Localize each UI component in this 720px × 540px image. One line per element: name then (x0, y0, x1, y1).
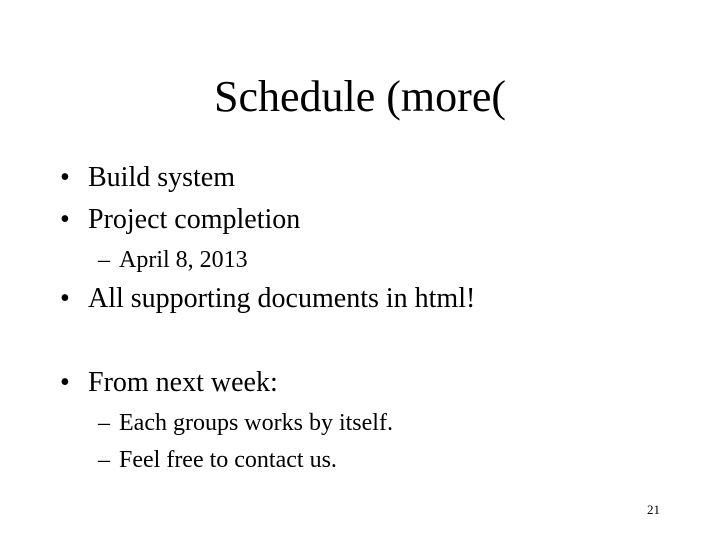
sub-item-contact-us (0, 446, 720, 474)
sub-item-text: Feel free to contact us. (119, 447, 337, 473)
bullet-item-project-completion (0, 204, 720, 236)
bullet-item-build-system (0, 162, 720, 194)
sub-item-text: April 8, 2013 (119, 247, 248, 273)
bullet-text: Project completion (88, 204, 301, 235)
bullet-text: Build system (88, 162, 236, 193)
sub-item-each-group (0, 409, 720, 437)
bullet-item-from-next-week (0, 367, 720, 399)
slide-title: Schedule (more( (214, 72, 506, 121)
bullet-icon: • (60, 283, 70, 314)
dash-icon: – (98, 410, 110, 436)
bullet-icon: • (60, 204, 70, 235)
page-number: 21 (647, 502, 660, 517)
dash-icon: – (98, 247, 110, 273)
bullet-icon: • (60, 162, 70, 193)
sub-item-text: Each groups works by itself. (119, 410, 393, 436)
dash-icon: – (98, 447, 110, 473)
bullet-text: From next week: (88, 367, 278, 398)
bullet-icon: • (60, 367, 70, 398)
sub-item-april-date (0, 246, 720, 274)
bullet-text: All supporting documents in html! (88, 283, 476, 314)
bullet-item-supporting-documents (0, 283, 720, 315)
